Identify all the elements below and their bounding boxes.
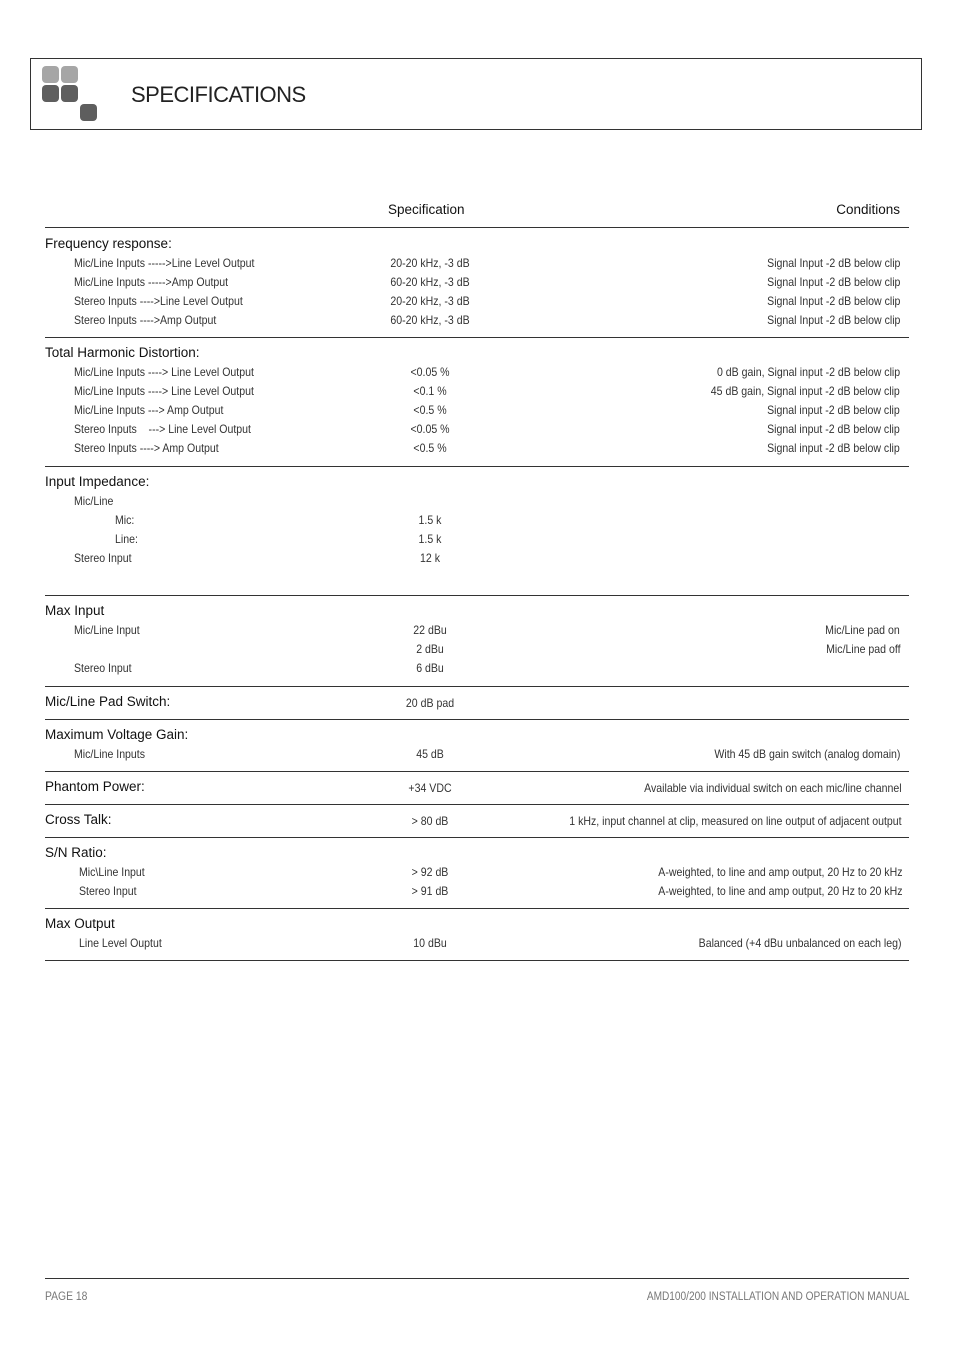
row-label: Line: (115, 532, 138, 546)
max-output-section (45, 909, 909, 961)
row-label: Mic\Line Input (79, 865, 145, 879)
table-row: Stereo Inputs ---->Amp Output 60-20 kHz, -3 dB Signal Input -2 dB below clip (74, 313, 900, 327)
max-voltage-gain-section (45, 720, 909, 772)
table-row: Mic/Line Inputs ---> Amp Output <0.5 % Signal input -2 dB below clip (74, 403, 900, 417)
table-row: Stereo Inputs ---> Line Level Output <0.05 % Signal input -2 dB below clip (74, 422, 900, 436)
page-number: PAGE 18 (45, 1291, 88, 1303)
column-headers (45, 196, 909, 228)
row-condition: Available via individual switch on each mic/line channel (644, 781, 902, 795)
row-condition: Signal Input -2 dB below clip (766, 313, 900, 327)
section-title: Total Harmonic Distortion: (45, 345, 200, 360)
section-title: Input Impedance: (45, 474, 150, 489)
table-row: Mic/Line Inputs ----> Line Level Output <0.1 % 45 dB gain, Signal input -2 dB below clip (74, 384, 900, 398)
frequency-response-section (45, 229, 909, 338)
thd-section (45, 338, 909, 467)
row-label: Mic/Line (74, 494, 114, 508)
table-row: Mic/Line Inputs 45 dB With 45 dB gain switch (analog domain) (74, 747, 900, 761)
table-row: Stereo Input 12 k (74, 551, 440, 565)
row-label: Stereo Inputs ----> Amp Output (74, 441, 219, 455)
table-row (45, 494, 909, 513)
phantom-power-section: Phantom Power: +34 VDC Available via individual switch on each mic/line channel (45, 772, 909, 805)
table-row: Stereo Input 6 dBu (74, 661, 444, 675)
row-condition: 1 kHz, input channel at clip, measured on line output of adjacent output (569, 814, 902, 828)
section-title: Max Output (45, 916, 115, 931)
conditions-column-header: Conditions (836, 202, 900, 217)
table-row: Stereo Inputs ----> Amp Output <0.5 % Signal input -2 dB below clip (74, 441, 900, 455)
row-condition: 0 dB gain, Signal input -2 dB below clip (716, 365, 900, 379)
page-title: SPECIFICATIONS (131, 82, 306, 107)
table-row: Mic/Line Inputs ----->Amp Output 60-20 kHz, -3 dB Signal Input -2 dB below clip (74, 275, 900, 289)
manual-title: AMD100/200 INSTALLATION AND OPERATION MANUAL (646, 1291, 909, 1303)
row-label: Mic/Line Inputs ---> Amp Output (74, 403, 224, 417)
row-condition: Signal input -2 dB below clip (767, 441, 900, 455)
row-label: Mic/Line Inputs (74, 747, 146, 761)
table-row: Stereo Input > 91 dB A-weighted, to line and amp output, 20 Hz to 20 kHz (79, 884, 902, 898)
table-row: Mic/Line Inputs ----> Line Level Output <0.05 % 0 dB gain, Signal input -2 dB below clip (74, 365, 900, 379)
row-label: Stereo Input (79, 884, 137, 898)
table-row: Line: 1.5 k (115, 532, 442, 546)
row-label: Mic/Line Input (74, 623, 140, 637)
row-label: Stereo Inputs ---->Line Level Output (74, 294, 243, 308)
row-label: Line Level Ouptut (79, 936, 162, 950)
section-title: Max Input (45, 603, 105, 618)
row-label: Mic/Line Inputs ----> Line Level Output (74, 365, 254, 379)
row-condition: Balanced (+4 dBu unbalanced on each leg) (699, 936, 902, 950)
row-condition: Signal Input -2 dB below clip (766, 275, 900, 289)
table-row: Stereo Inputs ---->Line Level Output 20-20 kHz, -3 dB Signal Input -2 dB below clip (74, 294, 900, 308)
spec-column-header: Specification (388, 202, 465, 217)
section-title: Frequency response: (45, 236, 172, 251)
row-condition: Mic/Line pad off (825, 642, 900, 656)
row-condition: A-weighted, to line and amp output, 20 Hz to 20 kHz (657, 865, 902, 879)
section-title: Mic/Line Pad Switch: (45, 694, 171, 709)
pad-switch-section: Mic/Line Pad Switch: 20 dB pad (45, 687, 909, 720)
row-label: Mic/Line Inputs ----> Line Level Output (74, 384, 254, 398)
row-label: Stereo Input (74, 551, 132, 565)
row-label: Stereo Inputs ---->Amp Output (74, 313, 217, 327)
row-condition: Signal Input -2 dB below clip (766, 256, 900, 270)
cross-talk-section: Cross Talk: > 80 dB 1 kHz, input channel at clip, measured on line output of adjacent output (45, 805, 909, 838)
row-condition: With 45 dB gain switch (analog domain) (713, 747, 900, 761)
row-label: Stereo Inputs ---> Line Level Output (74, 422, 251, 436)
row-condition: Signal input -2 dB below clip (767, 422, 900, 436)
section-title: S/N Ratio: (45, 845, 107, 860)
logo-squares-icon (40, 66, 100, 122)
max-input-section (45, 596, 909, 687)
table-row: Mic/Line Input 22 dBu Mic/Line pad on (74, 623, 900, 637)
row-condition: 45 dB gain, Signal input -2 dB below clip (710, 384, 900, 398)
table-row: Line Level Ouptut 10 dBu Balanced (+4 dBu unbalanced on each leg) (79, 936, 902, 950)
row-label: Mic: (115, 513, 135, 527)
footer-divider (45, 1278, 909, 1279)
row-label: Stereo Input (74, 661, 132, 675)
section-title: Phantom Power: (45, 779, 145, 794)
sn-ratio-section (45, 838, 909, 909)
table-row: Mic: 1.5 k (115, 513, 442, 527)
table-row: Mic\Line Input > 92 dB A-weighted, to line and amp output, 20 Hz to 20 kHz (79, 865, 902, 879)
section-title: Cross Talk: (45, 812, 112, 827)
table-row: 2 dBu Mic/Line pad off (416, 642, 900, 656)
section-title: Maximum Voltage Gain: (45, 727, 189, 742)
row-condition: Signal Input -2 dB below clip (766, 294, 900, 308)
row-condition: Mic/Line pad on (825, 623, 900, 637)
row-condition: A-weighted, to line and amp output, 20 Hz to 20 kHz (657, 884, 902, 898)
row-label: Mic/Line Inputs ----->Amp Output (74, 275, 229, 289)
row-condition: Signal input -2 dB below clip (767, 403, 900, 417)
table-row: Mic/Line Inputs ----->Line Level Output 20-20 kHz, -3 dB Signal Input -2 dB below clip (74, 256, 900, 270)
input-impedance-section (45, 467, 909, 596)
row-label: Mic/Line Inputs ----->Line Level Output (74, 256, 255, 270)
